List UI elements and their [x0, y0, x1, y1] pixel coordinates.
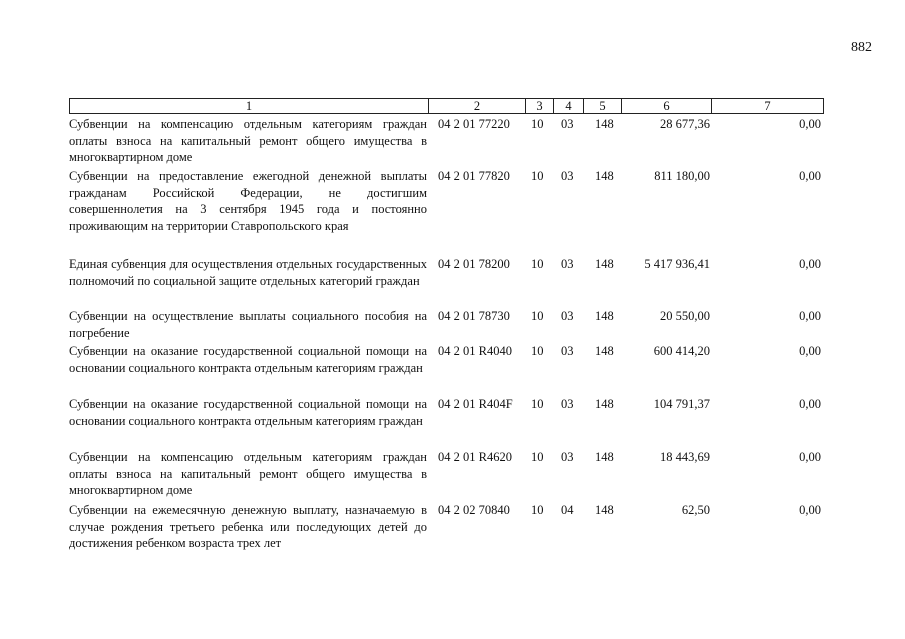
- section-code: 10: [531, 309, 544, 323]
- section-code: 10: [531, 450, 544, 464]
- column-header-5: 5: [584, 99, 622, 114]
- subsection-code: 03: [561, 344, 574, 358]
- column-header-table: [69, 98, 824, 114]
- page-number: 882: [851, 40, 872, 55]
- amount-column-6: 18 443,69: [660, 450, 710, 464]
- section-code: 10: [531, 257, 544, 271]
- column-header-row: [70, 99, 824, 114]
- row-description: Субвенции на компенсацию отдельным категориям граждан оплаты взноса на капитальный ремонт общего имущества в многоквартирном доме: [69, 450, 427, 498]
- expense-type-code: 148: [595, 257, 614, 271]
- target-article-code: 04 2 01 78730: [438, 309, 510, 323]
- subsection-code: 04: [561, 503, 574, 517]
- amount-column-6: 600 414,20: [653, 344, 710, 358]
- expense-type-code: 148: [595, 344, 614, 358]
- column-header-3: 3: [526, 99, 554, 114]
- column-header-4: 4: [554, 99, 584, 114]
- amount-column-7: 0,00: [799, 169, 821, 183]
- amount-column-7: 0,00: [799, 397, 821, 411]
- section-code: 10: [531, 397, 544, 411]
- amount-column-6: 811 180,00: [654, 169, 710, 183]
- amount-column-6: 5 417 936,41: [644, 257, 710, 271]
- column-header-1: 1: [70, 99, 429, 114]
- expense-type-code: 148: [595, 397, 614, 411]
- target-article-code: 04 2 01 77820: [438, 169, 510, 183]
- row-description: Субвенции на компенсацию отдельным категориям граждан оплаты взноса на капитальный ремонт общего имущества в многоквартирном доме: [69, 117, 427, 165]
- row-description: Субвенции на ежемесячную денежную выплату, назначаемую в случае рождения третьего ребенка или последующих детей до достижения ребенком возраста трех лет: [69, 503, 427, 551]
- column-header-2: 2: [429, 99, 526, 114]
- section-code: 10: [531, 169, 544, 183]
- target-article-code: 04 2 02 70840: [438, 503, 510, 517]
- column-header-7: 7: [712, 99, 824, 114]
- subsection-code: 03: [561, 169, 574, 183]
- target-article-code: 04 2 01 78200: [438, 257, 510, 271]
- section-code: 10: [531, 344, 544, 358]
- row-description: Единая субвенция для осуществления отдельных государственных полномочий по социальной защите отдельных категорий граждан: [69, 257, 427, 288]
- amount-column-7: 0,00: [799, 344, 821, 358]
- subsection-code: 03: [561, 450, 574, 464]
- section-code: 10: [531, 503, 544, 517]
- amount-column-7: 0,00: [799, 503, 821, 517]
- expense-type-code: 148: [595, 450, 614, 464]
- target-article-code: 04 2 01 77220: [438, 117, 510, 131]
- amount-column-7: 0,00: [799, 450, 821, 464]
- amount-column-7: 0,00: [799, 309, 821, 323]
- amount-column-7: 0,00: [799, 117, 821, 131]
- row-description: Субвенции на оказание государственной социальной помощи на основании социального контракта отдельным категориям граждан: [69, 344, 427, 375]
- row-description: Субвенции на оказание государственной социальной помощи на основании социального контракта отдельным категориям граждан: [69, 397, 427, 428]
- subsection-code: 03: [561, 397, 574, 411]
- amount-column-7: 0,00: [799, 257, 821, 271]
- expense-type-code: 148: [595, 117, 614, 131]
- target-article-code: 04 2 01 R4620: [438, 450, 512, 464]
- expense-type-code: 148: [595, 503, 614, 517]
- section-code: 10: [531, 117, 544, 131]
- target-article-code: 04 2 01 R4040: [438, 344, 512, 358]
- subsection-code: 03: [561, 117, 574, 131]
- column-header-6: 6: [622, 99, 712, 114]
- row-description: Субвенции на предоставление ежегодной денежной выплаты гражданам Российской Федерации, не достигшим совершеннолетия на 3 сентября 1945 года и постоянно проживающим на территории Ставропольского края: [69, 169, 427, 234]
- expense-type-code: 148: [595, 309, 614, 323]
- amount-column-6: 62,50: [681, 503, 710, 517]
- amount-column-6: 104 791,37: [653, 397, 710, 411]
- target-article-code: 04 2 01 R404F: [438, 397, 513, 411]
- amount-column-6: 28 677,36: [660, 117, 710, 131]
- subsection-code: 03: [561, 309, 574, 323]
- expense-type-code: 148: [595, 169, 614, 183]
- amount-column-6: 20 550,00: [660, 309, 710, 323]
- row-description: Субвенции на осуществление выплаты социального пособия на погребение: [69, 309, 427, 340]
- subsection-code: 03: [561, 257, 574, 271]
